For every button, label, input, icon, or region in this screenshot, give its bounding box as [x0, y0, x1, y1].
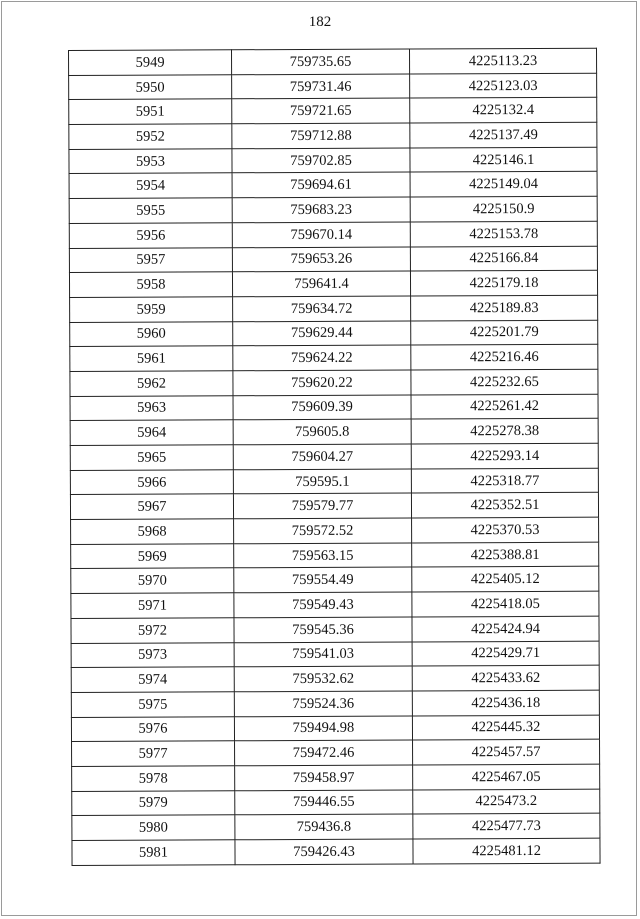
point-id-cell: 5966 [70, 469, 233, 494]
point-id-cell: 5958 [69, 272, 232, 297]
point-id-cell: 5972 [71, 618, 234, 643]
x-coordinate-cell: 759554.49 [234, 567, 412, 592]
y-coordinate-cell: 4225153.78 [410, 221, 597, 247]
table-row [70, 369, 598, 396]
table-row [71, 715, 599, 742]
point-id-cell: 5953 [69, 149, 232, 174]
point-id-cell: 5978 [72, 766, 235, 791]
x-coordinate-cell: 759624.22 [233, 345, 411, 370]
table-row [72, 789, 600, 816]
table-row [70, 344, 598, 371]
table-row [70, 468, 598, 495]
table-row [69, 221, 597, 248]
table-row [69, 48, 597, 75]
x-coordinate-cell: 759545.36 [234, 617, 412, 642]
table-row [70, 493, 598, 520]
table-row [71, 591, 599, 618]
y-coordinate-cell: 4225216.46 [411, 344, 598, 370]
x-coordinate-cell: 759446.55 [235, 790, 413, 815]
y-coordinate-cell: 4225405.12 [412, 567, 599, 593]
x-coordinate-cell: 759572.52 [234, 518, 412, 543]
x-coordinate-cell: 759563.15 [234, 543, 412, 568]
point-id-cell: 5964 [70, 420, 233, 445]
point-id-cell: 5969 [71, 544, 234, 569]
point-id-cell: 5980 [72, 815, 235, 840]
table-row [69, 122, 597, 149]
point-id-cell: 5961 [70, 346, 233, 371]
table-row [70, 443, 598, 470]
point-id-cell: 5965 [70, 445, 233, 470]
y-coordinate-cell: 4225137.49 [410, 122, 597, 148]
y-coordinate-cell: 4225261.42 [411, 394, 598, 420]
x-coordinate-cell: 759634.72 [233, 296, 411, 321]
x-coordinate-cell: 759683.23 [232, 197, 410, 222]
x-coordinate-cell: 759436.8 [235, 814, 413, 839]
y-coordinate-cell: 4225370.53 [412, 517, 599, 543]
y-coordinate-cell: 4225150.9 [410, 196, 597, 222]
y-coordinate-cell: 4225436.18 [412, 690, 599, 716]
x-coordinate-cell: 759524.36 [234, 691, 412, 716]
table-row [71, 616, 599, 643]
x-coordinate-cell: 759494.98 [234, 716, 412, 741]
table-row [69, 73, 597, 100]
x-coordinate-cell: 759620.22 [233, 370, 411, 395]
point-id-cell: 5971 [71, 593, 234, 618]
point-id-cell: 5977 [72, 741, 235, 766]
table-row [69, 147, 597, 174]
x-coordinate-cell: 759731.46 [232, 74, 410, 99]
y-coordinate-cell: 4225467.05 [413, 764, 600, 790]
table-row [72, 813, 600, 840]
x-coordinate-cell: 759653.26 [232, 247, 410, 272]
y-coordinate-cell: 4225189.83 [411, 295, 598, 321]
y-coordinate-cell: 4225166.84 [410, 246, 597, 272]
x-coordinate-cell: 759702.85 [232, 148, 410, 173]
x-coordinate-cell: 759694.61 [232, 172, 410, 197]
point-id-cell: 5951 [69, 99, 232, 124]
table-row [69, 196, 597, 223]
y-coordinate-cell: 4225123.03 [410, 73, 597, 99]
y-coordinate-cell: 4225146.1 [410, 147, 597, 173]
point-id-cell: 5962 [70, 371, 233, 396]
y-coordinate-cell: 4225429.71 [412, 641, 599, 667]
y-coordinate-cell: 4225293.14 [411, 443, 598, 469]
point-id-cell: 5976 [71, 716, 234, 741]
x-coordinate-cell: 759458.97 [235, 765, 413, 790]
page-number: 182 [308, 14, 332, 30]
table-row [69, 246, 597, 273]
y-coordinate-cell: 4225457.57 [413, 739, 600, 765]
y-coordinate-cell: 4225318.77 [411, 468, 598, 494]
y-coordinate-cell: 4225352.51 [411, 493, 598, 519]
table-row [69, 172, 597, 199]
y-coordinate-cell: 4225418.05 [412, 591, 599, 617]
table-row [71, 641, 599, 668]
x-coordinate-cell: 759541.03 [234, 642, 412, 667]
y-coordinate-cell: 4225424.94 [412, 616, 599, 642]
x-coordinate-cell: 759532.62 [234, 666, 412, 691]
coordinate-table-body [69, 48, 601, 865]
point-id-cell: 5956 [69, 223, 232, 248]
x-coordinate-cell: 759609.39 [233, 395, 411, 420]
y-coordinate-cell: 4225388.81 [412, 542, 599, 568]
point-id-cell: 5968 [71, 519, 234, 544]
point-id-cell: 5960 [70, 321, 233, 346]
y-coordinate-cell: 4225132.4 [410, 98, 597, 124]
y-coordinate-cell: 4225477.73 [413, 813, 600, 839]
x-coordinate-cell: 759721.65 [232, 98, 410, 123]
table-row [69, 270, 597, 297]
x-coordinate-cell: 759595.1 [233, 469, 411, 494]
table-row [72, 764, 600, 791]
y-coordinate-cell: 4225232.65 [411, 369, 598, 395]
x-coordinate-cell: 759426.43 [235, 839, 413, 864]
y-coordinate-cell: 4225201.79 [411, 320, 598, 346]
point-id-cell: 5963 [70, 395, 233, 420]
x-coordinate-cell: 759604.27 [233, 444, 411, 469]
x-coordinate-cell: 759670.14 [232, 222, 410, 247]
table-row [71, 542, 599, 569]
point-id-cell: 5952 [69, 124, 232, 149]
y-coordinate-cell: 4225149.04 [410, 172, 597, 198]
x-coordinate-cell: 759605.8 [233, 419, 411, 444]
table-row [71, 665, 599, 692]
point-id-cell: 5954 [69, 173, 232, 198]
x-coordinate-cell: 759472.46 [235, 740, 413, 765]
x-coordinate-cell: 759579.77 [233, 493, 411, 518]
point-id-cell: 5950 [69, 74, 232, 99]
coordinate-table [68, 48, 601, 866]
point-id-cell: 5957 [69, 247, 232, 272]
table-row [71, 517, 599, 544]
point-id-cell: 5973 [71, 642, 234, 667]
table-row [71, 567, 599, 594]
y-coordinate-cell: 4225445.32 [412, 715, 599, 741]
table-row [72, 838, 600, 865]
table-row [71, 690, 599, 717]
point-id-cell: 5949 [69, 50, 232, 75]
table-row [70, 320, 598, 347]
point-id-cell: 5974 [71, 667, 234, 692]
table-row [72, 739, 600, 766]
point-id-cell: 5959 [70, 297, 233, 322]
point-id-cell: 5981 [72, 840, 235, 865]
x-coordinate-cell: 759641.4 [232, 271, 410, 296]
x-coordinate-cell: 759735.65 [232, 49, 410, 74]
x-coordinate-cell: 759712.88 [232, 123, 410, 148]
table-row [70, 419, 598, 446]
point-id-cell: 5979 [72, 790, 235, 815]
y-coordinate-cell: 4225481.12 [413, 838, 600, 864]
table-row [70, 394, 598, 421]
x-coordinate-cell: 759629.44 [233, 321, 411, 346]
point-id-cell: 5955 [69, 198, 232, 223]
point-id-cell: 5967 [70, 494, 233, 519]
y-coordinate-cell: 4225179.18 [410, 270, 597, 296]
x-coordinate-cell: 759549.43 [234, 592, 412, 617]
point-id-cell: 5970 [71, 568, 234, 593]
y-coordinate-cell: 4225278.38 [411, 419, 598, 445]
point-id-cell: 5975 [71, 692, 234, 717]
y-coordinate-cell: 4225113.23 [409, 48, 596, 74]
table-row [69, 98, 597, 125]
table-row [70, 295, 598, 322]
y-coordinate-cell: 4225433.62 [412, 665, 599, 691]
y-coordinate-cell: 4225473.2 [413, 789, 600, 815]
